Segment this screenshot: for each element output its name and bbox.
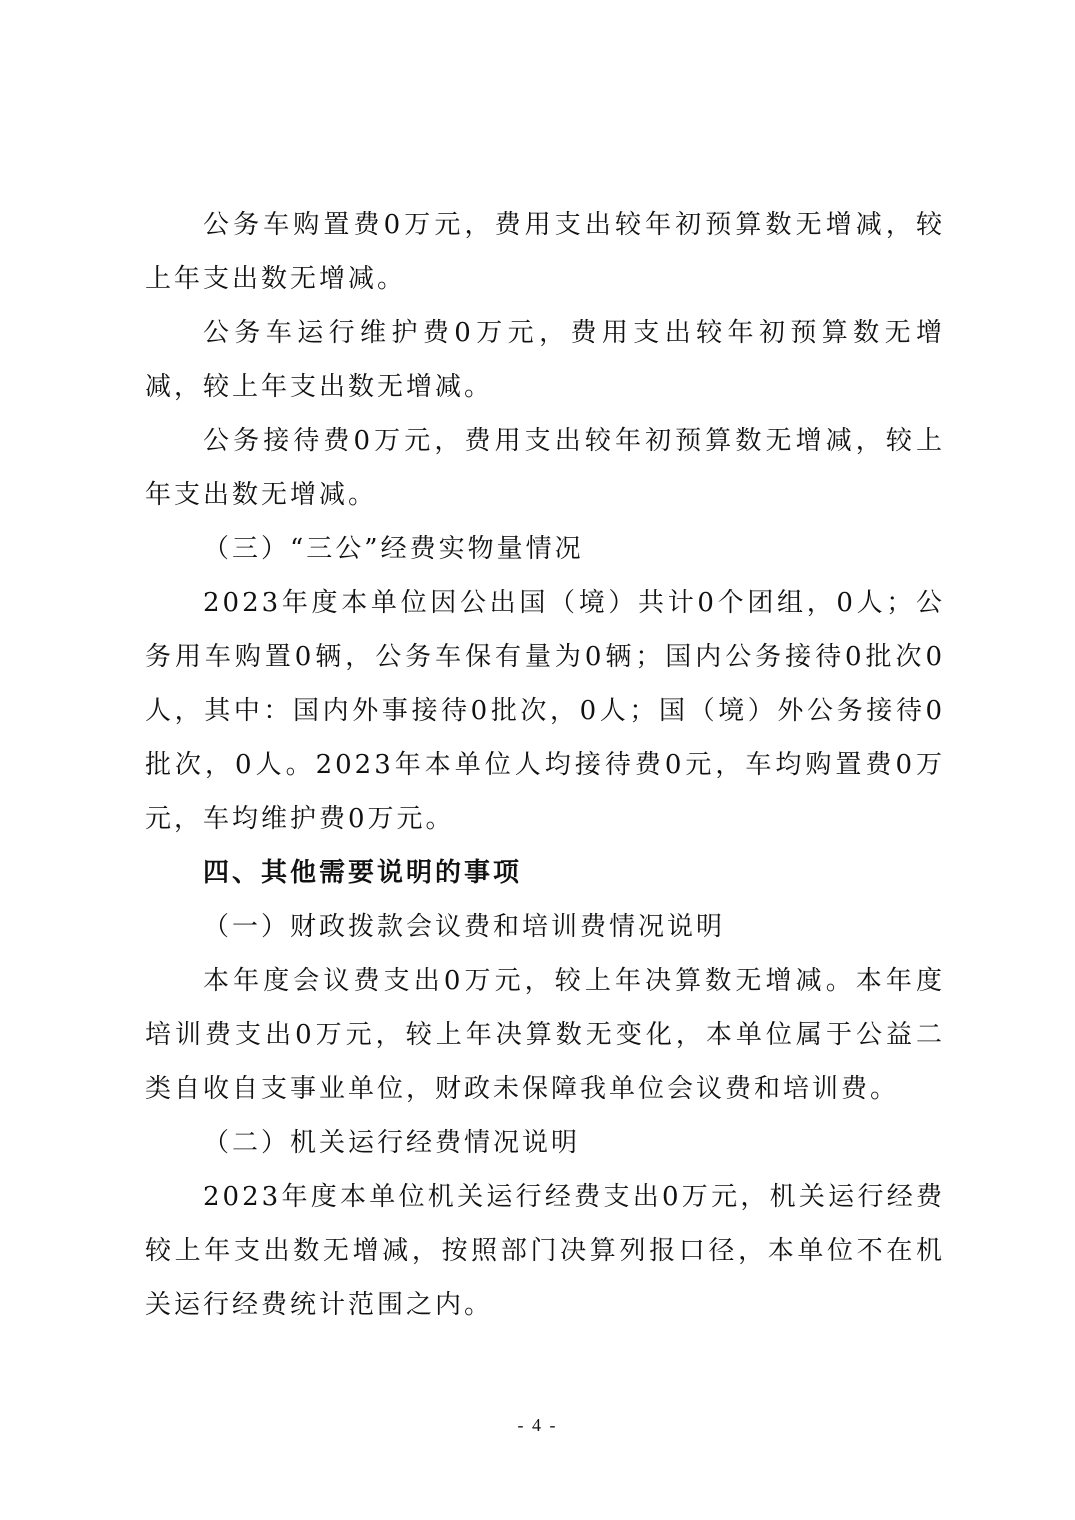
heading-meeting-training: （一）财政拨款会议费和培训费情况说明 — [203, 912, 726, 942]
paragraph-operating-expenses: 2023年度本单位机关运行经费支出0万元，机关运行经费较上年支出数无增减，按照部门决算列报口径，本单位不在机关运行经费统计范围之内。 — [145, 1182, 945, 1320]
paragraph-vehicle-maintenance: 公务车运行维护费0万元，费用支出较年初预算数无增减，较上年支出数无增减。 — [145, 318, 945, 402]
paragraph-reception-fee: 公务接待费0万元，费用支出较年初预算数无增减，较上年支出数无增减。 — [145, 426, 945, 510]
paragraph-quantity-details: 2023年度本单位因公出国（境）共计0个团组，0人；公务用车购置0辆，公务车保有量为0辆；国内公务接待0批次0人，其中：国内外事接待0批次，0人；国（境）外公务接待0批次，0人。2023年本单位人均接待费0元，车均购置费0万元，车均维护费0万元。 — [145, 588, 945, 834]
document-body — [145, 198, 945, 1332]
heading-three-public-quantities: （三）“三公”经费实物量情况 — [203, 534, 584, 564]
paragraph-vehicle-purchase: 公务车购置费0万元，费用支出较年初预算数无增减，较上年支出数无增减。 — [145, 210, 945, 294]
page-number: - 4 - — [517, 1415, 558, 1435]
heading-other-matters: 四、其他需要说明的事项 — [203, 858, 523, 888]
paragraph-meeting-training: 本年度会议费支出0万元，较上年决算数无增减。本年度培训费支出0万元，较上年决算数无变化，本单位属于公益二类自收自支事业单位，财政未保障我单位会议费和培训费。 — [145, 966, 945, 1104]
heading-operating-expenses: （二）机关运行经费情况说明 — [203, 1128, 581, 1158]
